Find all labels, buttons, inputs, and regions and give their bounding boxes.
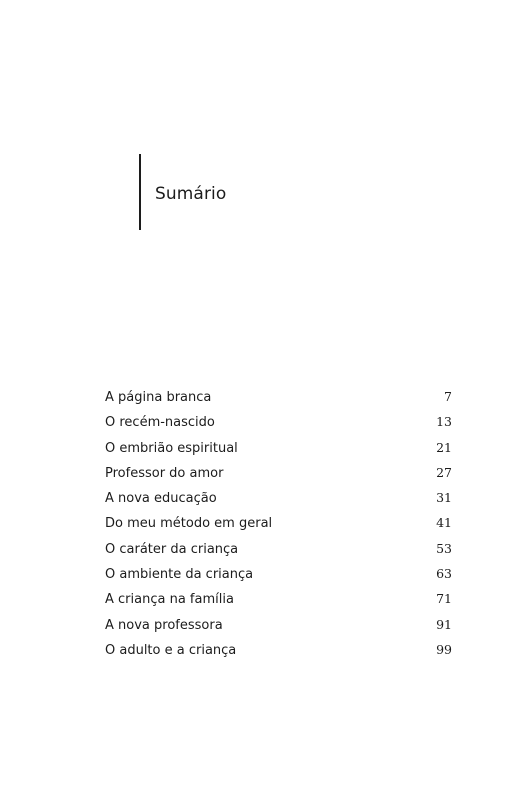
toc-entry-title: O caráter da criança	[105, 541, 239, 557]
toc-entry	[105, 539, 452, 564]
toc-entry	[105, 488, 452, 513]
toc-entry	[105, 615, 452, 640]
toc-entry	[105, 564, 452, 589]
toc-entry-title: A página branca	[105, 390, 212, 405]
toc-entry-title: A nova educação	[105, 491, 217, 507]
page-title: Sumário	[155, 184, 227, 204]
toc-entry-page: 31	[436, 490, 452, 506]
toc-entry-title: O recém-nascido	[105, 415, 215, 431]
toc-entry	[105, 589, 452, 614]
title-rule	[139, 154, 141, 230]
toc-entry	[105, 463, 452, 488]
toc-entry-page: 91	[436, 616, 452, 632]
toc-entry-title: O ambiente da criança	[105, 567, 254, 583]
toc-entry-title: A criança na família	[105, 592, 234, 608]
table-of-contents	[105, 387, 452, 665]
toc-entry	[105, 640, 452, 665]
toc-entry-page: 7	[444, 389, 452, 404]
toc-entry	[105, 438, 452, 463]
toc-entry-title: O adulto e a criança	[105, 642, 237, 658]
toc-entry-page: 99	[436, 641, 452, 657]
toc-entry-page: 13	[436, 414, 452, 430]
toc-entry-page: 71	[436, 591, 452, 607]
toc-entry-page: 41	[436, 515, 452, 531]
toc-entry	[105, 412, 452, 437]
toc-entry	[105, 387, 452, 412]
toc-entry	[105, 513, 452, 538]
toc-entry-page: 63	[436, 566, 452, 582]
toc-entry-page: 53	[436, 540, 452, 556]
toc-entry-title: O embrião espiritual	[105, 440, 238, 456]
toc-entry-title: Do meu método em geral	[105, 516, 273, 532]
toc-entry-title: A nova professora	[105, 617, 223, 633]
toc-entry-title: Professor do amor	[105, 465, 224, 481]
toc-entry-page: 21	[436, 439, 452, 455]
toc-entry-page: 27	[436, 464, 452, 480]
